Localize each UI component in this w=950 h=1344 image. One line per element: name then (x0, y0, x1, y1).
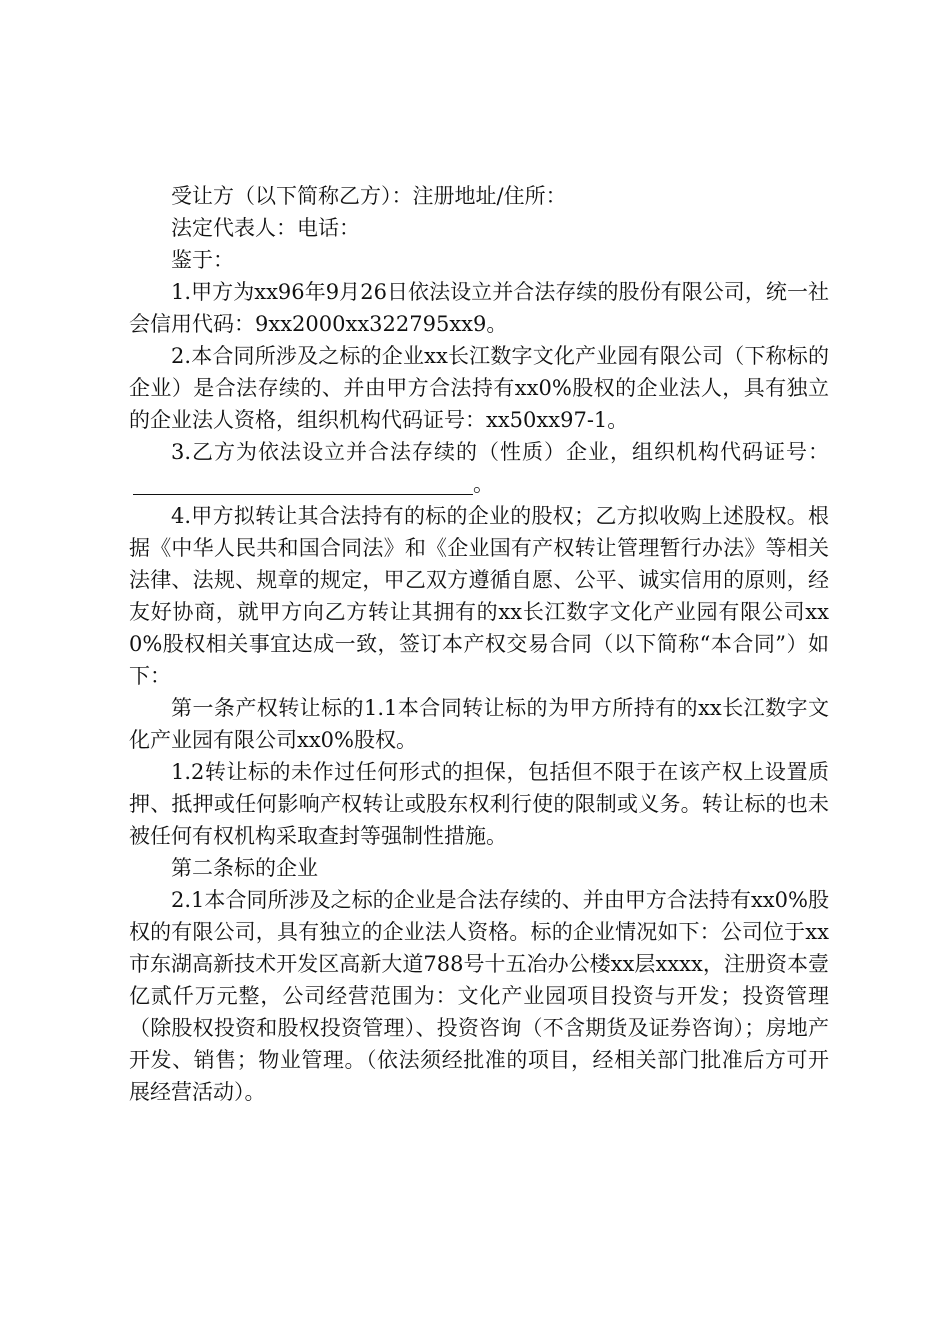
paragraph-article-1-2: 1.2转让标的未作过任何形式的担保，包括但不限于在该产权上设置质押、抵押或任何影响产权转让或股东权利行使的限制或义务。转让标的也未被任何有权机构采取查封等强制性措施。 (129, 760, 829, 848)
clause-3-end: 。 (473, 472, 494, 496)
paragraph-article-1: 第一条产权转让标的1.1本合同转让标的为甲方所持有的xx长江数字文化产业园有限公司xx0%股权。 (129, 696, 829, 752)
paragraph-clause-4: 4.甲方拟转让其合法持有的标的企业的股权；乙方拟收购上述股权。根据《中华人民共和国合同法》和《企业国有产权转让管理暂行办法》等相关法律、法规、规章的规定，甲乙双方遵循自愿、公平、诚实信用的原则，经友好协商，就甲方向乙方转让其拥有的xx长江数字文化产业园有限公司xx0%股权相关事宜达成一致，签订本产权交易合同（以下简称“本合同”）如下： (129, 504, 829, 688)
paragraph-clause-1: 1.甲方为xx96年9月26日依法设立并合法存续的股份有限公司，统一社会信用代码：9xx2000xx322795xx9。 (129, 280, 829, 336)
paragraph-article-2-1: 2.1本合同所涉及之标的企业是合法存续的、并由甲方合法持有xx0%股权的有限公司，具有独立的企业法人资格。标的企业情况如下：公司位于xx市东湖高新技术开发区高新大道788号十五冶办公楼xx层xxxx，注册资本壹亿贰仟万元整，公司经营范围为：文化产业园项目投资与开发；投资管理（除股权投资和股权投资管理）、投资咨询（不含期货及证券咨询）；房地产开发、销售；物业管理。（依法须经批准的项目，经相关部门批准后方可开展经营活动）。 (129, 888, 829, 1104)
paragraph-whereas: 鉴于： (171, 248, 234, 272)
paragraph-legal-representative: 法定代表人：电话： (171, 216, 360, 240)
org-code-blank-line (133, 472, 473, 495)
document-body (129, 180, 829, 1108)
paragraph-transferee: 受让方（以下简称乙方）：注册地址/住所： (171, 184, 567, 208)
heading-article-2: 第二条标的企业 (171, 856, 318, 880)
paragraph-clause-2: 2.本合同所涉及之标的企业xx长江数字文化产业园有限公司（下称标的企业）是合法存续的、并由甲方合法持有xx0%股权的企业法人，具有独立的企业法人资格，组织机构代码证号：xx50xx97-1。 (129, 344, 829, 432)
paragraph-clause-3 (129, 436, 829, 500)
clause-3-text: 3.乙方为依法设立并合法存续的（性质）企业，组织机构代码证号： (171, 440, 829, 464)
